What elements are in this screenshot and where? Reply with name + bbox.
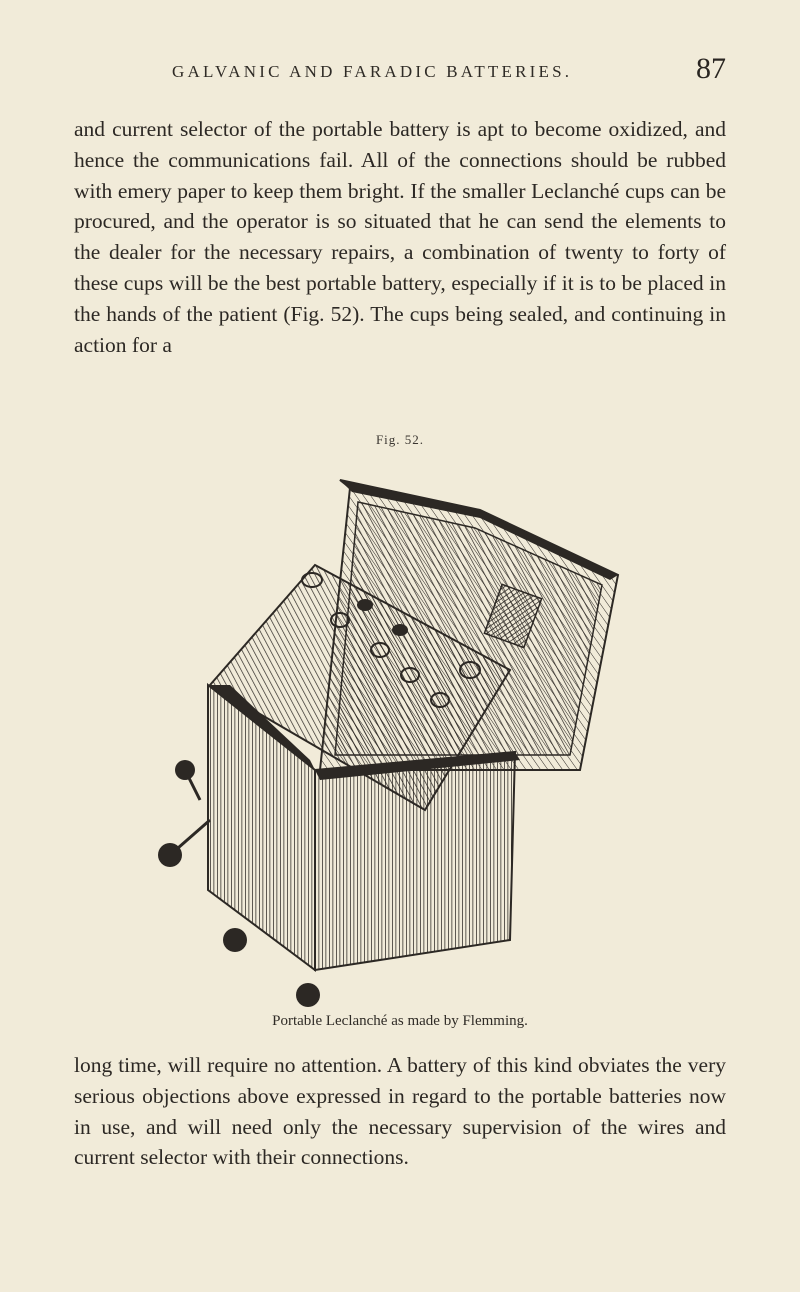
body-paragraph-bottom: long time, will require no attention. A battery of this kind obviates the very serious objections above expressed in regard to the portable batteries now in use, and will need only the necessary supervision of the wires and current selector with their connections. — [74, 1053, 726, 1170]
body-paragraph-top: and current selector of the portable battery is apt to become oxidized, and hence the communications fail. All of the connections should be rubbed with emery paper to keep them bright. If the smaller Leclanché cups can be procured, and the operator is so situated that he can send the elements to the dealer for the necessary repairs, a combination of twenty to forty of these cups will be the best portable battery, especially if it is to be placed in the hands of the patient (Fig. 52). The cups being sealed, and continuing in action for a — [74, 117, 726, 357]
battery-box-front — [315, 752, 520, 970]
figure-label: Fig. 52. — [375, 432, 425, 447]
page-header — [74, 52, 726, 98]
figure-caption: Portable Leclanché as made by Flemming. — [272, 1013, 528, 1029]
battery-illustration — [140, 470, 660, 1010]
page-number: 87 — [696, 52, 726, 85]
running-head: GALVANIC AND FARADIC BATTERIES. — [172, 62, 573, 81]
